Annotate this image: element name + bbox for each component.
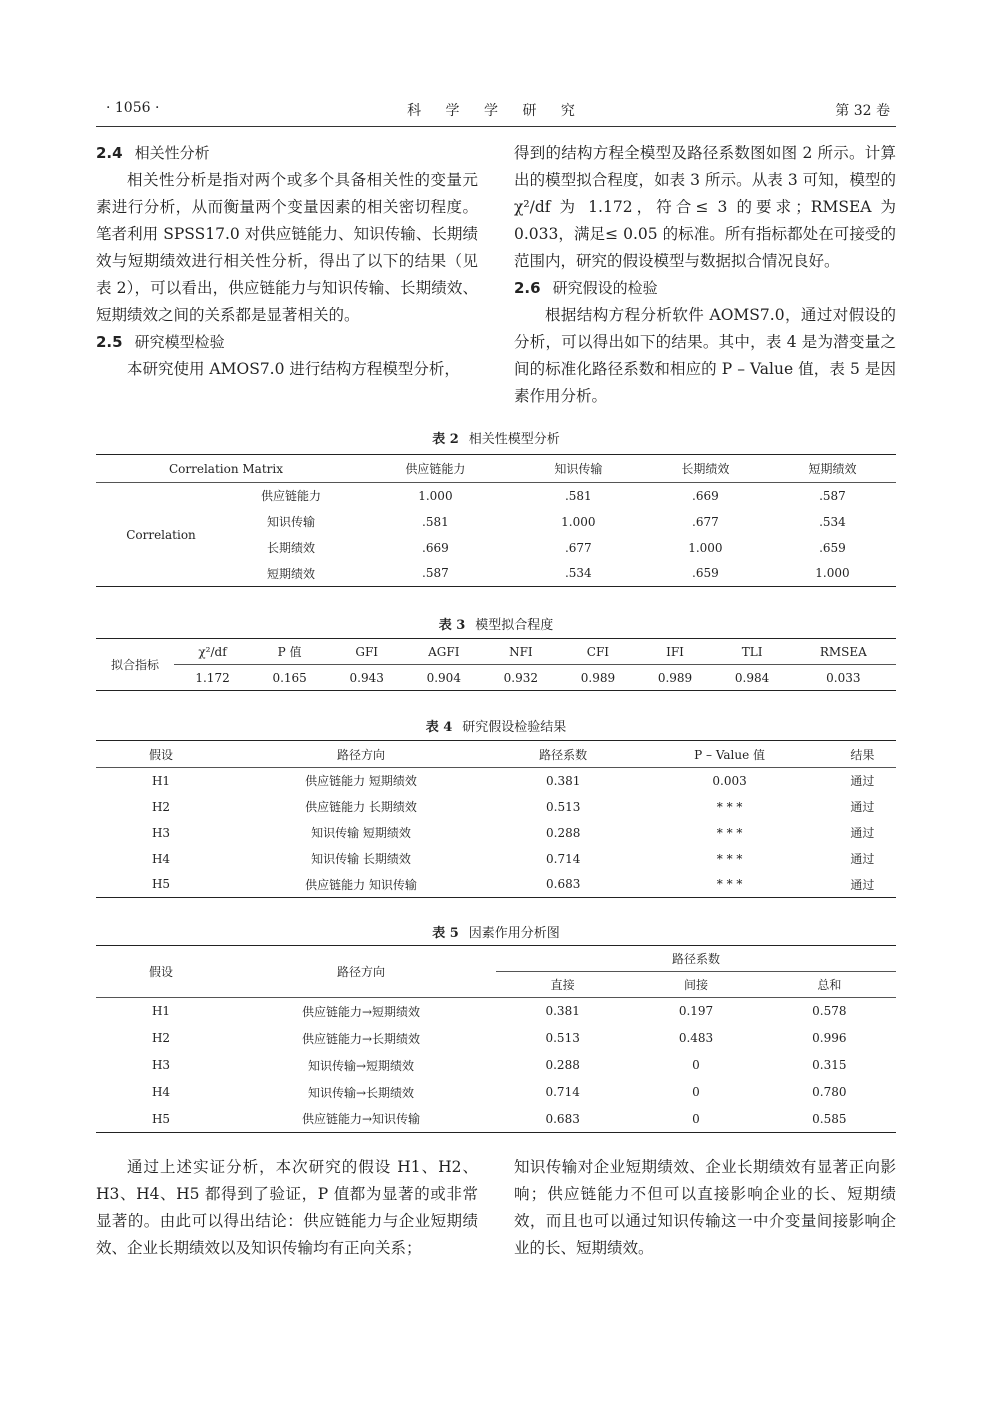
col-header: 供应链能力 (405, 462, 466, 476)
col-header: 结果 (850, 747, 875, 762)
cell: H4 (151, 851, 171, 866)
cell: 0.288 (546, 825, 581, 840)
row-label: 供应链能力 (260, 489, 321, 504)
section-heading-2-6: 2.6 研究假设的检验 (514, 279, 658, 297)
table-row (96, 1079, 896, 1106)
cell: H4 (151, 1085, 171, 1099)
running-header (96, 98, 896, 127)
paragraph: 通过上述实证分析，本次研究的假设 H1、H2、H3、H4、H5 都得到了验证，P 值都为显著的或非常显著的。由此可以得出结论：供应链能力与企业短期绩效、企业长期绩效以及知识传输均有正向关系； (96, 1158, 478, 1257)
row-label: 短期绩效 (266, 566, 315, 581)
cell: .534 (564, 566, 592, 581)
paragraph: 相关性分析是指对两个或多个具备相关性的变量元素进行分析，从而衡量两个变量因素的相关密切程度。笔者利用 SPSS17.0 对供应链能力、知识传输、长期绩效与短期绩效进行相关性分析，得出了以下的结果（见表 2），可以看出，供应链能力与知识传输、长期绩效、短期绩效之间的关系都是显著相关的。 (96, 171, 478, 324)
col-header: 假设 (96, 946, 226, 998)
cell: .677 (692, 514, 719, 529)
table-row (96, 1025, 896, 1052)
col-header-group: 路径系数 (496, 946, 896, 972)
table5-factor-effects (96, 945, 896, 1133)
cell: H5 (151, 877, 171, 892)
cell: .581 (422, 514, 449, 529)
table5-caption: 表 5 因素作用分析图 (432, 926, 560, 941)
cell: 0.585 (812, 1111, 847, 1126)
col-header: 直接 (550, 978, 575, 992)
cell: 0 (692, 1058, 700, 1072)
table-row (96, 1106, 896, 1133)
cell: * * * (716, 825, 743, 840)
cell: H1 (151, 773, 171, 788)
table4-hypothesis-test (96, 740, 896, 898)
cell: 0 (692, 1085, 700, 1099)
table-row (96, 1052, 896, 1079)
cell: 供应链能力 长期绩效 (305, 800, 417, 814)
col-header: 路径方向 (226, 946, 496, 998)
cell: 0.932 (503, 670, 539, 685)
table-corner: Correlation Matrix (168, 461, 283, 476)
cell: .669 (692, 488, 719, 503)
col-header: 长期绩效 (681, 462, 730, 476)
cell: 0.989 (657, 670, 693, 685)
cell: 知识传输→短期绩效 (307, 1058, 415, 1073)
cell: 0.381 (545, 1004, 580, 1019)
journal-name: 科 学 学 研 究 (407, 103, 585, 119)
row-label: 知识传输 (266, 515, 315, 529)
cell: 0.165 (272, 670, 307, 685)
col-header: 路径系数 (539, 747, 588, 762)
right-column (514, 140, 896, 410)
cell: 通过 (850, 774, 875, 789)
cell: 0.288 (545, 1058, 580, 1072)
col-header: AGFI (428, 644, 460, 659)
page-number: · 1056 · (106, 100, 160, 116)
cell: 供应链能力→长期绩效 (301, 1031, 421, 1046)
cell: .659 (819, 540, 846, 555)
col-header: TLI (741, 644, 763, 659)
cell: H3 (151, 825, 171, 840)
col-header: 总和 (817, 978, 842, 992)
cell: 0.683 (546, 877, 581, 892)
cell: 供应链能力→短期绩效 (301, 1004, 421, 1019)
cell: 0 (692, 1111, 700, 1126)
table-row (96, 794, 896, 820)
paragraph: 知识传输对企业短期绩效、企业长期绩效有显著正向影响；供应链能力不但可以直接影响企业的长、短期绩效，而且也可以通过知识传输这一中介变量间接影响企业的长、短期绩效。 (514, 1158, 896, 1257)
cell: H5 (151, 1111, 171, 1126)
section-heading-2-5: 2.5 研究模型检验 (96, 333, 225, 351)
cell: 通过 (850, 800, 875, 814)
table-row (96, 483, 896, 509)
cell: 1.000 (418, 488, 453, 503)
cell: 通过 (850, 826, 875, 840)
cell: H2 (151, 1031, 171, 1045)
bottom-left-column (96, 1154, 478, 1262)
cell: .581 (564, 488, 592, 503)
cell: 通过 (850, 852, 875, 866)
col-header: P – Value 值 (694, 747, 766, 762)
paragraph: 根据结构方程分析软件 AOMS7.0，通过对假设的分析，可以得出如下的结果。其中，表 4 是为潜变量之间的标准化路径系数和相应的 P – Value 值，表 5 是因素作用分析。 (514, 306, 896, 405)
cell: .659 (692, 566, 719, 581)
row-group-label: Correlation (126, 527, 196, 542)
paragraph: 本研究使用 AMOS7.0 进行结构方程模型分析， (127, 360, 460, 378)
bottom-right-column (514, 1154, 896, 1262)
cell: 通过 (850, 877, 875, 892)
cell: 0.904 (426, 670, 461, 685)
cell: * * * (716, 851, 743, 866)
cell: 0.513 (546, 799, 581, 814)
cell: 0.381 (546, 773, 581, 788)
cell: 1.000 (815, 566, 850, 581)
table-row (96, 872, 896, 898)
cell: 1.172 (195, 670, 230, 685)
col-header: 间接 (683, 978, 708, 992)
row-label: 长期绩效 (266, 541, 315, 555)
cell: 1.000 (688, 540, 723, 555)
table2-caption: 表 2 相关性模型分析 (432, 432, 560, 447)
table-row (96, 768, 896, 794)
cell: H1 (151, 1004, 171, 1019)
cell: 0.003 (712, 773, 747, 788)
cell: H2 (151, 799, 171, 814)
cell: 0.513 (545, 1031, 580, 1045)
cell: 0.996 (812, 1031, 847, 1045)
col-header: IFI (666, 644, 684, 659)
paragraph: 得到的结构方程全模型及路径系数图如图 2 所示。计算出的模型拟合程度，如表 3 所示。从表 3 可知，模型的 χ²/df 为 1.172，符合≤ 3 的要求；RMSEA 为 0.033，满足≤ 0.05 的标准。所有指标都处在可接受的范围内，研究的假设模型与数据拟合情况良好。 (514, 144, 896, 270)
volume-number: 第 32 卷 (835, 103, 890, 119)
table3-caption: 表 3 模型拟合程度 (438, 618, 554, 633)
cell: 0.197 (678, 1004, 714, 1019)
cell: 0.683 (545, 1111, 580, 1126)
cell: 1.000 (561, 514, 596, 529)
col-header: 短期绩效 (808, 462, 857, 476)
cell: .669 (422, 540, 449, 555)
cell: .587 (819, 488, 846, 503)
cell: 0.984 (734, 670, 770, 685)
cell: 0.943 (349, 670, 384, 685)
table-row (96, 846, 896, 872)
table-row (96, 820, 896, 846)
cell: 0.483 (678, 1031, 714, 1045)
col-header: P 值 (277, 645, 302, 659)
table-row (96, 998, 896, 1025)
cell: 供应链能力 知识传输 (305, 877, 417, 892)
cell: 0.033 (826, 670, 861, 685)
cell: 0.315 (812, 1058, 847, 1072)
cell: .534 (819, 514, 846, 529)
table-row (96, 665, 896, 691)
cell: 0.578 (812, 1004, 847, 1019)
cell: .587 (422, 566, 449, 581)
table3-model-fit (96, 638, 896, 691)
cell: 0.780 (812, 1085, 847, 1099)
cell: 0.714 (546, 851, 581, 866)
table4-caption: 表 4 研究假设检验结果 (425, 720, 567, 735)
cell: 知识传输→长期绩效 (307, 1085, 415, 1100)
cell: H3 (151, 1058, 171, 1072)
col-header: RMSEA (819, 644, 867, 659)
section-heading-2-4: 2.4 相关性分析 (96, 144, 210, 162)
cell: 供应链能力 短期绩效 (305, 774, 417, 789)
cell: * * * (716, 877, 743, 892)
left-column (96, 140, 478, 383)
cell: 供应链能力→知识传输 (301, 1112, 421, 1127)
cell: * * * (716, 799, 743, 814)
col-header: GFI (355, 644, 379, 659)
col-header: NFI (509, 644, 533, 659)
row-label: 拟合指标 (110, 658, 159, 672)
cell: 知识传输 短期绩效 (311, 826, 411, 840)
cell: 0.714 (545, 1085, 580, 1099)
col-header: 知识传输 (554, 462, 603, 476)
col-header: 假设 (148, 747, 173, 762)
col-header: CFI (586, 644, 610, 659)
col-header: 路径方向 (336, 747, 385, 762)
cell: .677 (564, 540, 592, 555)
col-header: χ²/df (198, 644, 227, 659)
table2-correlation (96, 454, 896, 587)
cell: 知识传输 长期绩效 (311, 852, 411, 866)
cell: 0.989 (580, 670, 616, 685)
